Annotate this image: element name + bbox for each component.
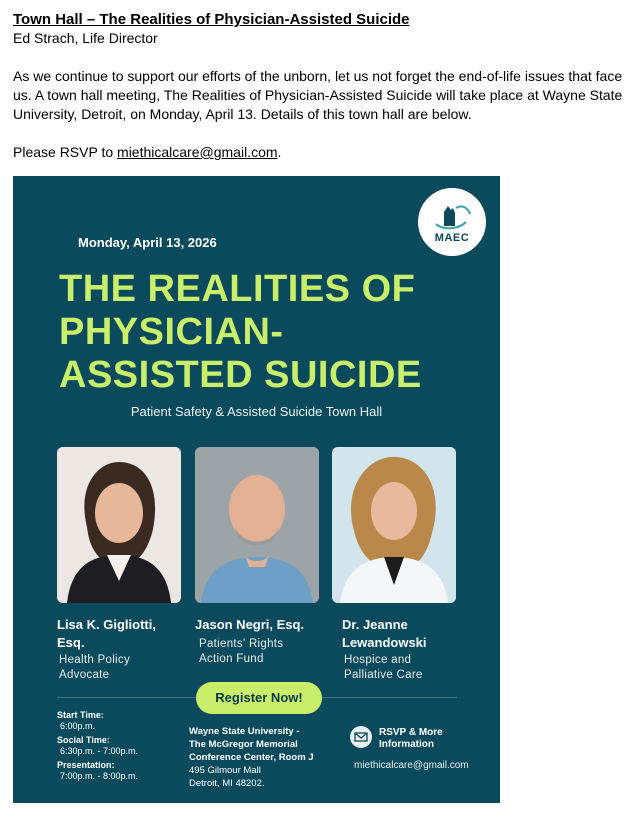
rsvp-title-line: Information (379, 739, 434, 750)
presentation-value: 7:00p.m. - 8:00p.m. (60, 771, 139, 781)
michigan-map-icon (418, 188, 486, 256)
register-now-button[interactable]: Register Now! (196, 682, 322, 714)
speaker-name-line: Esq. (57, 635, 85, 650)
event-flyer (13, 176, 500, 803)
flyer-rsvp-email: miethicalcare@gmail.com (354, 760, 469, 771)
man-portrait-icon (195, 447, 319, 603)
rsvp-line (13, 143, 623, 162)
start-time-label: Start Time: (57, 710, 104, 720)
speaker-name-jeanne (342, 616, 427, 652)
document-title: Town Hall – The Realities of Physician-Assisted Suicide (13, 11, 410, 28)
venue-line: The McGregor Memorial (189, 739, 298, 750)
mail-icon (350, 726, 372, 748)
rsvp-title-line: RSVP & More (379, 727, 443, 738)
speaker-role-jeanne (344, 653, 423, 683)
headline-line-3: ASSISTED SUICIDE (59, 354, 422, 396)
speaker-name-lisa (57, 616, 156, 652)
speaker-name-line: Lewandowski (342, 635, 427, 650)
speaker-name-jason (195, 616, 304, 634)
speaker-role-line: Health Policy (59, 654, 131, 666)
speaker-name-line: Jason Negri, Esq. (195, 617, 305, 632)
speaker-role-lisa (59, 653, 130, 683)
email-body (13, 10, 623, 162)
rsvp-suffix: . (277, 144, 282, 160)
headline-line-1: THE REALITIES OF (59, 268, 416, 310)
speaker-role-jason (199, 637, 283, 667)
speaker-role-line: Palliative Care (344, 669, 423, 681)
speaker-name-line: Lisa K. Gigliotti, (57, 617, 156, 632)
event-subhead: Patient Safety & Assisted Suicide Town Hall (130, 404, 383, 419)
intro-paragraph: As we continue to support our efforts of the unborn, let us not forget the end-of-life issues that face us. A town hall meeting, The Realities of Physician-Assisted Suicide will take place at Wayne State University, Detroit, on Monday, April 13. Details of this town hall are below. (13, 68, 623, 122)
venue-address-line: Detroit, MI 48202. (189, 778, 265, 789)
speaker-role-line: Patients' Rights (199, 638, 284, 650)
speaker-role-line: Action Fund (199, 653, 264, 665)
speaker-name-line: Dr. Jeanne (342, 617, 408, 632)
maec-logo (418, 188, 486, 256)
woman-portrait-icon (332, 447, 456, 603)
speaker-photo-jason (195, 447, 319, 603)
logo-text: MAEC (434, 232, 470, 244)
event-venue (189, 725, 349, 790)
speaker-role-line: Hospice and (344, 654, 412, 666)
speaker-role-line: Advocate (59, 669, 110, 681)
venue-line: Conference Center, Room J (189, 752, 314, 763)
rsvp-info-title (379, 727, 489, 751)
presentation-label: Presentation: (57, 760, 115, 770)
document-author: Ed Strach, Life Director (13, 30, 158, 46)
speaker-photo-lisa (57, 447, 181, 603)
woman-portrait-icon (57, 447, 181, 603)
social-time-label: Social Time: (57, 735, 110, 745)
rsvp-prefix: Please RSVP to (13, 144, 118, 160)
rsvp-email-link[interactable]: miethicalcare@gmail.com (117, 144, 278, 160)
venue-address-line: 495 Gilmour Mall (189, 765, 261, 776)
event-headline (59, 268, 479, 397)
start-time-value: 6:00p.m. (60, 721, 96, 731)
event-times (57, 710, 177, 785)
social-time-value: 6:30p.m. - 7:00p.m. (60, 746, 139, 756)
event-date: Monday, April 13, 2026 (78, 235, 217, 250)
headline-line-2: PHYSICIAN- (59, 311, 284, 353)
venue-line: Wayne State University - (189, 726, 300, 737)
speaker-photo-jeanne (332, 447, 456, 603)
